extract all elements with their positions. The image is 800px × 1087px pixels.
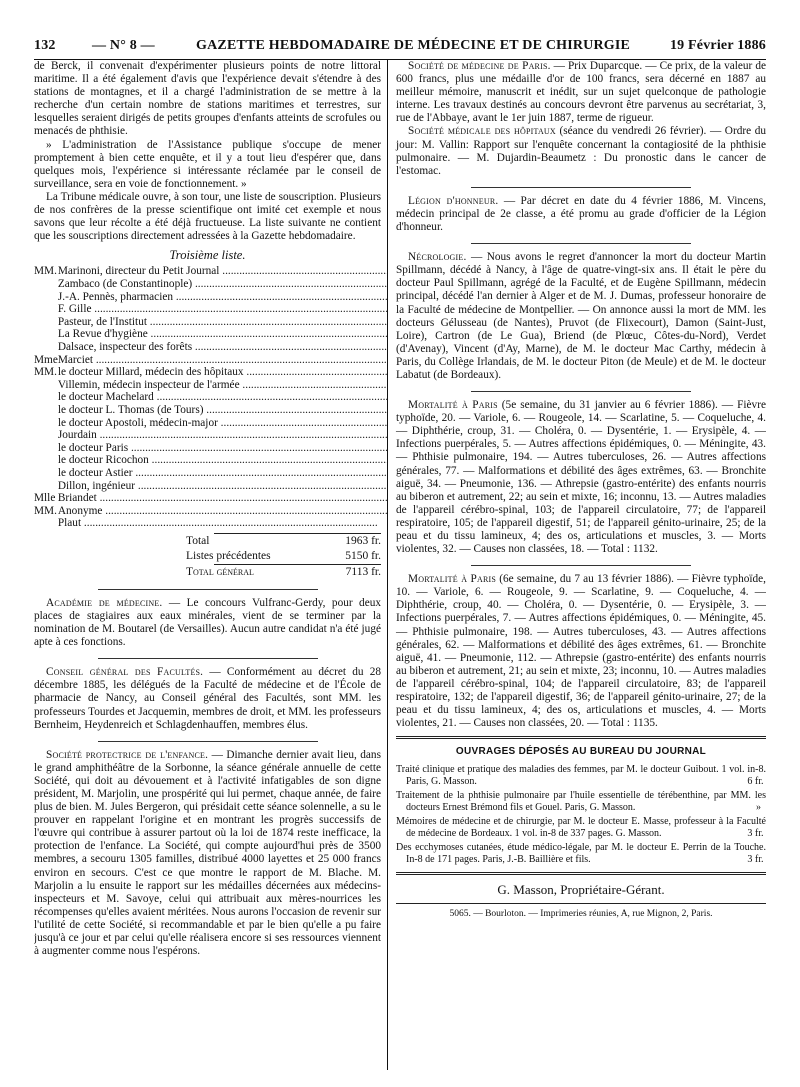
mortalite-week5-heading: Mortalité à Paris xyxy=(408,399,498,412)
leader-dots xyxy=(192,341,387,353)
subscriber-name xyxy=(58,454,387,467)
journal-title: GAZETTE HEBDOMADAIRE DE MÉDECINE ET DE CHIRURGIE xyxy=(196,38,631,53)
subscriber-title xyxy=(34,429,58,442)
societe-text: — Dimanche dernier avait lieu, dans le grand amphithéâtre de la Sorbonne, la séance générale annuelle de cette Société, qui doit au dévouement et à l'activité infatigables de son digne président, M. Marjolin, une prospérité qui lui permet, chaque année, de faire plus de bien. M. Jules Bergeron, qui présidait cette séance solennelle, a su le prouver en rappelant l'origine et en montrant les progrès successifs de l'œuvre qui contribue à assurer partout où la loi de 1874 reste inefficace, la protection de l'enfance. La Société, qui compte aujourd'hui près de 3500 membres, a secouru 1305 familles, distribué 4000 layettes et 25 000 francs environ en secours. C'est ce que montre le rapport de M. Blache. M. Marjolin a lu ensuite le rapport sur les médailles décernées aux médecins-inspecteurs et M. Savoye, celui qui attribuait aux mères-nourrices les récompenses qu'elles avaient méritées. Nous aurons l'occasion de revenir sur l'utilité de cette Société, si recommandable et par le bien qu'elle a pu faire jusqu'à ce jour et par celui qu'elle réalisera encore si ses ressources viennent à augmenter comme nous l'espérons. xyxy=(34,748,381,958)
page-header xyxy=(34,38,766,56)
subscriber-name xyxy=(58,291,387,304)
subscriber-name xyxy=(58,316,387,329)
subscription-totals xyxy=(34,533,381,580)
subscriber-name-text: le docteur L. Thomas (de Tours) xyxy=(57,403,204,416)
columns xyxy=(34,60,766,1070)
subscriber-name-text: le docteur Apostoli, médecin-major xyxy=(57,416,218,429)
smh-heading: Société médicale des hôpitaux xyxy=(408,125,556,138)
subscription-row xyxy=(34,265,387,278)
subscriber-title: MM. xyxy=(34,265,57,278)
smp-section xyxy=(396,60,766,125)
subscriber-name xyxy=(58,278,387,291)
subscription-row xyxy=(34,492,387,505)
subscriber-name xyxy=(58,467,387,480)
subscriber-name-text: J.-A. Pennès, pharmacien xyxy=(57,290,173,303)
academie-text: — Le concours Vulfranc-Gerdy, pour deux places de stagiaires aux eaux minérales, vient de se terminer par la nomination de M. Boutarel (de Versailles). Aucun autre candidat n'a été jugé apte à ces fonctions. xyxy=(34,596,382,649)
subscription-row xyxy=(34,316,387,329)
mortalite-week6-heading: Mortalité à Paris xyxy=(408,573,497,586)
subscriber-title xyxy=(34,278,58,291)
academie-section xyxy=(34,597,381,649)
necrologie-heading: Nécrologie. xyxy=(408,251,467,264)
subscriber-name-text: F. Gille xyxy=(57,303,92,316)
subscriber-name xyxy=(58,404,387,417)
leader-dots xyxy=(91,303,387,315)
subscription-row xyxy=(34,366,387,379)
subscriber-title xyxy=(34,379,58,392)
conseil-text: — Conformément au décret du 28 décembre 1885, les délégués de la Faculté de médecine et de l'École de pharmacie de Nancy, au Conseil général des Facultés, sont MM. les professeurs Tourdes et Jacquemin, membres de droit, et MM. les professeurs Bernheim, Heydenreich et Schlagdenhauffen, membres élus. xyxy=(34,666,381,731)
book-text: Traité clinique et pratique des maladies des femmes, par M. le docteur Guibout. 1 vol. in-8. Paris, G. Masson. xyxy=(396,764,766,788)
subscription-row xyxy=(34,505,387,518)
leader-dots xyxy=(97,429,387,441)
legion-heading: Légion d'honneur. xyxy=(408,194,499,207)
subscription-row xyxy=(34,379,387,392)
section-rule xyxy=(471,391,691,392)
subscriber-name xyxy=(58,429,387,442)
subscriber-title: MM. xyxy=(34,366,57,379)
book-price: 3 fr. xyxy=(747,828,764,840)
subscriber-name-text: le docteur Astier xyxy=(57,466,133,479)
necrologie-section xyxy=(396,251,766,382)
section-rule xyxy=(471,187,691,188)
leader-dots xyxy=(173,291,387,303)
subscriber-name xyxy=(58,341,387,354)
issue-date: 19 Février 1886 xyxy=(669,38,766,53)
subscriber-name-text: Zambaco (de Constantinople) xyxy=(57,278,193,290)
leader-dots xyxy=(93,354,387,366)
subscriber-title xyxy=(34,328,58,341)
right-column xyxy=(387,60,766,1070)
books-list xyxy=(396,764,766,866)
subscriber-name-text: Marinoni, directeur du Petit Journal xyxy=(57,265,220,278)
subscription-row xyxy=(34,341,387,354)
subscriber-name-text: Dalsace, inspecteur des forêts xyxy=(57,340,193,353)
subscriber-name-text: le docteur Ricochon xyxy=(57,454,149,467)
paragraph-assistance: » L'administration de l'Assistance publique s'occupe de mener promptement à bien cette enquête, et il y a tout lieu d'espérer que, dans quelques mois, l'expérience si intéressante réclamée par le conseil de surveillance, sera en voie de fonctionnement. » xyxy=(34,138,381,190)
conseil-heading: Conseil général des Facultés. xyxy=(46,666,204,679)
subscriber-name xyxy=(58,303,387,316)
leader-dots xyxy=(97,492,387,504)
subscriber-title xyxy=(34,442,58,455)
subscription-row xyxy=(34,303,387,316)
smp-heading: Société de médecine de Paris. xyxy=(408,60,551,72)
subscriber-title: Mlle xyxy=(34,492,56,505)
leader-dots xyxy=(219,265,387,277)
legion-section xyxy=(396,195,766,234)
books-rule xyxy=(396,736,766,739)
subscriber-name xyxy=(58,379,387,392)
leader-dots xyxy=(203,404,387,416)
previous-lists-label: Listes précédentes xyxy=(186,549,271,562)
subscriber-name xyxy=(58,391,387,404)
leader-dots xyxy=(147,316,387,328)
imprint-line: 5065. — Bourloton. — Imprimeries réunies, A, rue Mignon, 2, Paris. xyxy=(396,903,766,921)
leader-dots xyxy=(218,417,387,429)
leader-dots xyxy=(149,454,387,466)
conseil-section xyxy=(34,666,381,731)
subscriber-name-text: Villemin, médecin inspecteur de l'armée xyxy=(57,378,240,391)
subscriber-name-text: Marciet xyxy=(57,353,93,366)
subscriber-name xyxy=(58,492,387,505)
subscriber-title xyxy=(34,404,58,417)
subscriber-title xyxy=(34,303,58,316)
subscription-table xyxy=(34,265,387,529)
section-rule xyxy=(98,658,318,659)
subscriber-name-text: le docteur Millard, médecin des hôpitaux xyxy=(57,366,244,379)
signature: G. Masson, Propriétaire-Gérant. xyxy=(497,882,665,898)
section-rule xyxy=(98,589,318,590)
subscriber-title xyxy=(34,417,58,430)
subscription-row xyxy=(34,404,387,417)
left-column xyxy=(34,60,387,1070)
total-value: 1963 fr. xyxy=(345,534,381,547)
subscription-row xyxy=(34,467,387,480)
page-number: 132 xyxy=(34,38,56,53)
subscription-row xyxy=(34,278,387,291)
smp-text: — Prix Duparcque. — Ce prix, de la valeur de 600 francs, plus une médaille d'or de 100 francs, sera décerné en 1887 au meilleur mémoire, manuscrit et inédit, sur un sujet quelconque de pathologie interne. Les travaux destinés au concours devront être parvenus au secrétariat, 3, rue de l'Abbaye, avant le 1er juin 1887, terme de rigueur. xyxy=(396,60,766,125)
leader-dots xyxy=(192,278,387,290)
subscriber-title xyxy=(34,391,58,404)
leader-dots xyxy=(240,379,387,391)
subscription-row xyxy=(34,429,387,442)
subscriber-name-text: le docteur Paris xyxy=(57,441,129,454)
subscriber-name-text: Dillon, ingénieur xyxy=(57,479,136,492)
subscription-row xyxy=(34,480,387,493)
societe-heading: Société protectrice de l'enfance. xyxy=(46,748,209,761)
subscriber-title: MM. xyxy=(34,504,57,517)
leader-dots xyxy=(148,328,387,340)
mortalite-week5-text: (5e semaine, du 31 janvier au 6 février 1886). — Fièvre typhoïde, 20. — Variole, 6. — Rougeole, 14. — Scarlatine, 5. — Coqueluche, 4. — Diphthérie, croup, 31. — Choléra, 0. — Dysentérie, 1. — Erysipèle, 4. — Infections puerpérales, 5. — Autres affections épidémiques, 0. — Méningite, 43. — Phthisie pulmonaire, 194. — Autres tuberculoses, 26. — Autres affections générales, 77. — Malformations et débilité des âges extrêmes, 63. — Bronchite aiguë, 34. — Pneumonie, 136. — Athrepsie (gastro-entérite) des enfants nourris au biberon et autrement, 22; au sein et mixte, 16; inconnu, 13. — Autres maladies de l'appareil cérébro-spinal, 103; de l'appareil circulatoire, 77; de l'appareil respiratoire, 105; de l'appareil digestif, 51; de l'appareil génito-urinaire, 25; de la peau et du tissu lamineux, 4; des os, articulations et muscles, 3. — Morts violentes, 32. — Causes non classées, 18. — Total : 1132. xyxy=(396,399,766,556)
leader-dots xyxy=(102,505,387,517)
subscriber-title xyxy=(34,316,58,329)
subscriber-name-text: Anonyme xyxy=(57,504,103,517)
book-text: Des ecchymoses cutanées, étude médico-légale, par M. le docteur E. Perrin de la Touche. In-8 de 171 pages. Paris, J.-B. Baillière et fils. xyxy=(396,842,766,866)
academie-heading: Académie de médecine. xyxy=(46,596,163,609)
book-entry: Traitement de la phthisie pulmonaire par l'huile essentielle de térébenthine, par MM. les docteurs Ernest Brémond fils et Gouel. Paris, G. Masson. » xyxy=(396,790,766,814)
grand-total-value: 7113 fr. xyxy=(345,565,381,578)
book-entry xyxy=(396,764,766,788)
book-price: 6 fr. xyxy=(747,776,764,788)
mortalite-week6-text: (6e semaine, du 7 au 13 février 1886). — Fièvre typhoïde, 10. — Variole, 6. — Rougeole, 9. — Scarlatine, 9. — Coqueluche, 4. — Diphthérie, croup, 40. — Choléra, 0. — Dysentérie, 0. — Erysipèle, 3. — Infections puerpérales, 7. — Autres affections épidémiques, 0. — Méningite, 45. — Phthisie pulmonaire, 198. — Autres tuberculoses, 43. — Autres affections générales, 62. — Malformations et débilité des âges extrêmes, 61. — Bronchite aiguë, 41. — Pneumonie, 112. — Athrepsie (gastro-entérite) des enfants nourris au biberon et autrement, 21; au sein et mixte, 23; inconnu, 10. — Autres maladies de l'appareil cérébro-spinal, 104; de l'appareil circulatoire, 83; de l'appareil respiratoire, 132; de l'appareil digestif, 36; de l'appareil génito-urinaire, 27; de la peau et du tissu lamineux, 4; des os, articulations et muscles, 4. — Morts violentes, 21. — Causes non classées, 20. — Total : 1135. xyxy=(396,573,766,730)
subscription-row xyxy=(34,442,387,455)
subscriber-title xyxy=(34,517,58,530)
previous-lists-value: 5150 fr. xyxy=(345,549,381,562)
section-rule xyxy=(471,243,691,244)
mortalite-week5 xyxy=(396,399,766,556)
total-label: Total xyxy=(186,534,210,547)
book-text: Traitement de la phthisie pulmonaire par l'huile essentielle de térébenthine, par MM. les docteurs Ernest Brémond fils et Gouel. Paris, G. Masson. xyxy=(396,790,766,814)
subscriber-name xyxy=(58,442,387,455)
subscriber-name-text: Plaut xyxy=(57,517,82,530)
subscriber-title: Mme xyxy=(34,353,58,366)
signature-rule xyxy=(396,872,766,875)
subscriber-title xyxy=(34,291,58,304)
book-price: 3 fr. xyxy=(747,854,764,866)
subscription-row xyxy=(34,328,387,341)
smh-text: (séance du vendredi 26 février). — Ordre du jour: M. Vallin: Rapport sur l'enquête concernant la contagiosité de la phthisie pulmonaire. — M. Dujardin-Beaumetz : Du pronostic dans le cancer de l'estomac. xyxy=(396,125,766,177)
mortalite-week6 xyxy=(396,573,766,730)
books-box-title: OUVRAGES DÉPOSÉS AU BUREAU DU JOURNAL xyxy=(455,746,707,758)
subscriber-name xyxy=(58,480,387,493)
grand-total-label: Total général xyxy=(186,565,254,578)
book-entry xyxy=(396,842,766,866)
subscriber-name-text: le docteur Machelard xyxy=(57,391,154,404)
leader-dots xyxy=(244,366,387,378)
subscription-row xyxy=(34,517,387,530)
subscriber-name xyxy=(58,505,387,518)
leader-dots xyxy=(135,480,387,492)
leader-dots xyxy=(81,517,378,529)
subscription-row xyxy=(34,417,387,430)
subscriber-name xyxy=(58,354,387,367)
subscriber-title xyxy=(34,467,58,480)
book-text: Mémoires de médecine et de chirurgie, par M. le docteur E. Masse, professeur à la Faculté de médecine de Bordeaux. 1 vol. in-8 de 337 pages. G. Masson. xyxy=(396,816,766,840)
leader-dots xyxy=(133,467,387,479)
subscriber-name-text: Jourdain xyxy=(57,429,97,442)
smh-section xyxy=(396,125,766,177)
section-rule xyxy=(98,741,318,742)
subscription-list-title: Troisième liste. xyxy=(169,248,246,263)
subscriber-name-text: Pasteur, de l'Institut xyxy=(57,315,147,328)
paragraph-tribune: La Tribune médicale ouvre, à son tour, une liste de souscription. Plusieurs de nos confrères de la presse scientifique ont imité cet exemple et nous savons que leur récolte a été déjà fructueuse. La liste suivante ne contient que les souscriptions directement adressées à la Gazette hebdomadaire. xyxy=(34,190,381,243)
subscriber-name xyxy=(58,517,387,530)
subscriber-name-text: Briandet xyxy=(57,492,97,505)
leader-dots xyxy=(128,442,387,454)
subscription-row xyxy=(34,291,387,304)
leader-dots xyxy=(154,391,387,403)
subscriber-name-text: La Revue d'hygiène xyxy=(57,328,148,341)
necrologie-text: — Nous avons le regret d'annoncer la mort du docteur Martin Spillmann, décédé à Nancy, à l'âge de quatre-vingt-six ans. Il était le père du docteur Paul Spillmann, agrégé de la Faculté, et de Eugène Spillmann, médecin principal, décédé l'an dernier à Alger et de M. J. Dumas, professeur honoraire de la Faculté de médecine de Montpellier. — On annonce aussi la mort de MM. les docteurs Gélusseau (de Nantes), Pruvot (de Flixecourt), Damon (Saint-Just, Loire), Cartron (de Le Gua), Briend (de Plœuc, Côtes-du-Nord), Verdet (d'Avenay), Vincent (d'Ay, Marne), de M. le docteur Mac Carthy, médecin à Paris, du Collège Irlandais, de M. le docteur Piton (de Meule) et de M. le docteur Labatut (de Bordeaux). xyxy=(396,251,766,381)
subscriber-name xyxy=(58,328,387,341)
subscription-row xyxy=(34,391,387,404)
paragraph-berck: de Berck, il convenait d'expérimenter plusieurs points de notre littoral maritime. Il a été également d'avis que l'expérience devait s'étendre à des stations de montagnes, et il a chargé l'administration de se mettre à la recherche d'un certain nombre de stations maritimes et terrestres, sur lesquelles seraient dirigés de petits groupes d'enfants atteints de scrofules ou menacés de phthisie. xyxy=(34,60,381,138)
subscription-row xyxy=(34,354,387,367)
subscriber-title xyxy=(34,480,58,493)
subscriber-name xyxy=(58,265,387,278)
subscriber-title xyxy=(34,454,58,467)
subscriber-name xyxy=(58,366,387,379)
subscriber-name xyxy=(58,417,387,430)
societe-section xyxy=(34,749,381,959)
issue-number: — N° 8 — xyxy=(92,38,155,53)
section-rule xyxy=(471,565,691,566)
subscriber-title xyxy=(34,341,58,354)
subscription-row xyxy=(34,454,387,467)
legion-text: — Par décret en date du 4 février 1886, M. Vincens, médecin principal de 2e classe, a été promu au grade d'officier de la Légion d'honneur. xyxy=(396,194,766,234)
book-entry xyxy=(396,816,766,840)
